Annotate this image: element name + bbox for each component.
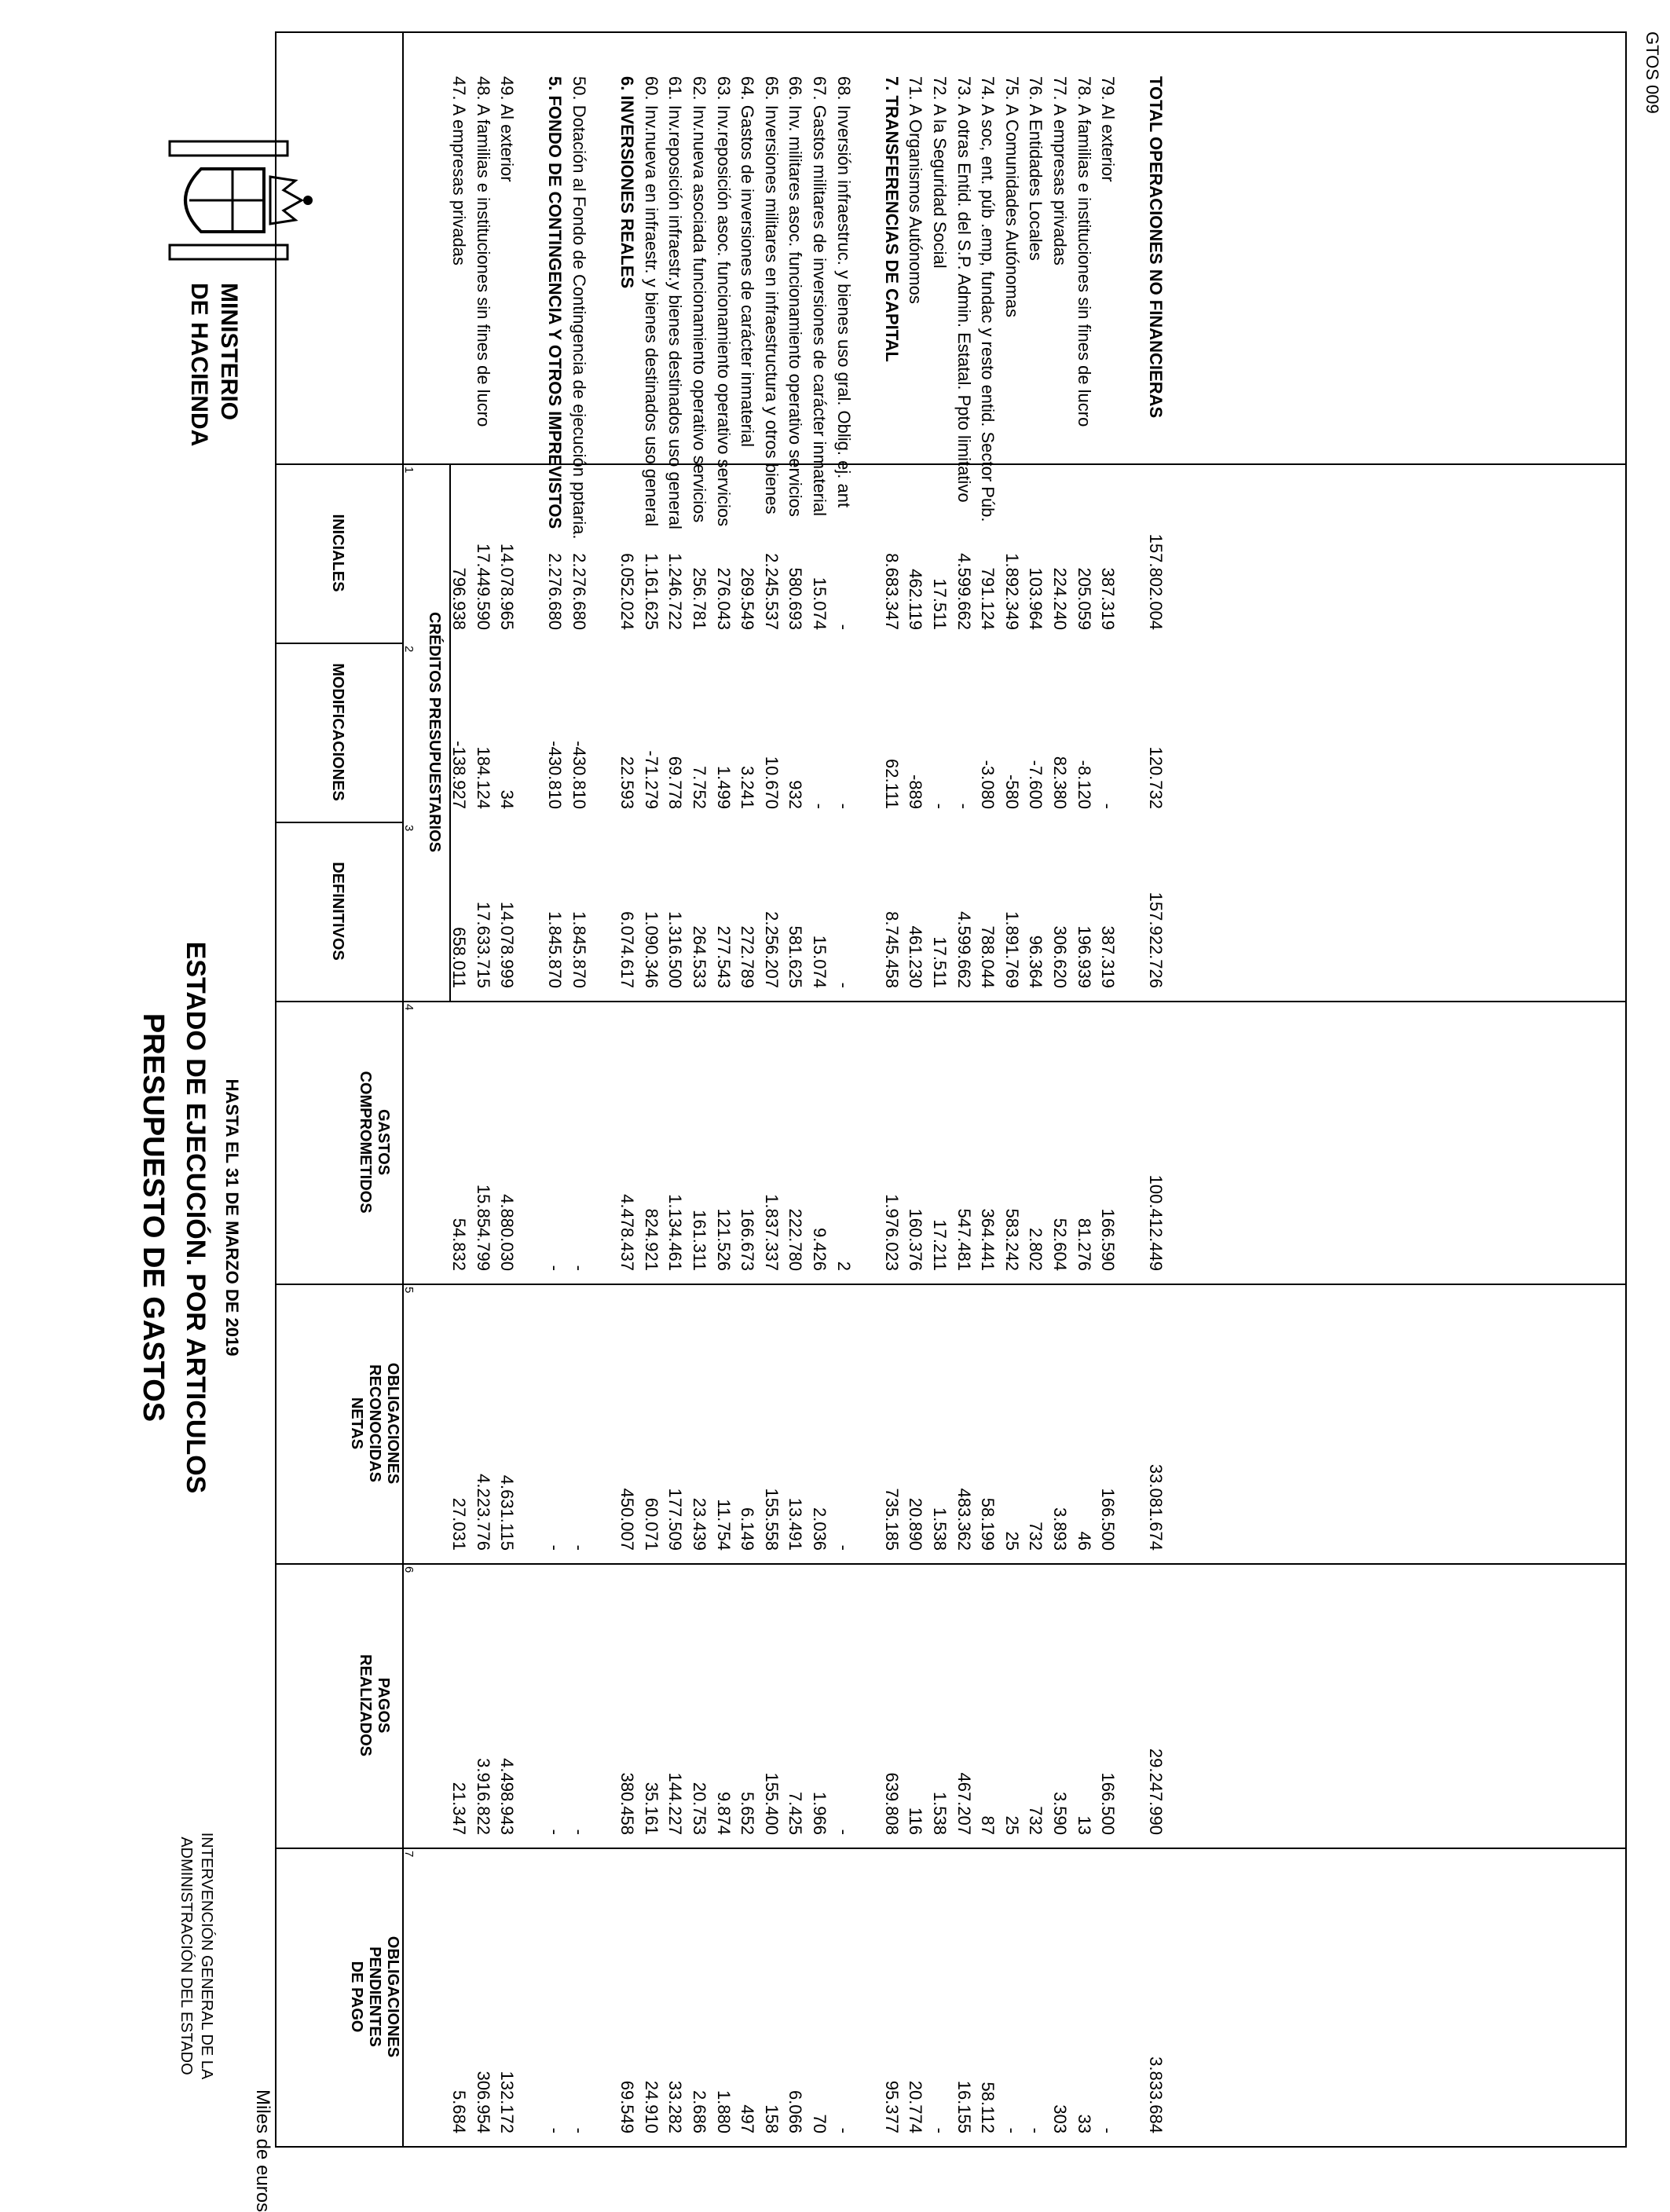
table-row (1072, 33, 1096, 2146)
value-cell: -580 (1002, 774, 1022, 809)
row-label: 63. Inv.reposición asoc. funcionamiento operativo servicios (713, 76, 734, 527)
value-cell: 120.732 (1146, 746, 1166, 809)
value-cell: 7.425 (786, 1791, 806, 1835)
value-cell: 735.185 (881, 1488, 902, 1551)
row-label: 48. A familias e instituciones sin fines de lucro (473, 76, 493, 427)
value-cell: 2.256.207 (761, 911, 782, 988)
table-row (976, 33, 999, 2146)
value-cell: - (1002, 2127, 1022, 2133)
value-cell: 54.832 (449, 1218, 469, 1271)
value-cell: 24.910 (641, 2080, 661, 2133)
value-cell: 276.043 (713, 567, 734, 630)
value-cell: 796.938 (449, 567, 469, 630)
value-cell: 21.347 (449, 1782, 469, 1835)
ministry-line-2: DE HACIENDA (186, 283, 212, 447)
table-row (1120, 33, 1144, 2146)
obligaciones-line-1: OBLIGACIONES (384, 1362, 401, 1485)
pagos-line-2: REALIZADOS (357, 1654, 374, 1756)
value-cell: 35.161 (641, 1782, 661, 1835)
table-row (903, 33, 927, 2146)
table-row (519, 33, 543, 2146)
value-cell: 732 (1026, 1522, 1046, 1551)
value-cell: - (569, 1829, 589, 1835)
row-label: TOTAL OPERACIONES NO FINANCIERAS (1146, 76, 1166, 419)
value-cell: 4.223.776 (473, 1474, 493, 1551)
column-number: 4 (402, 1004, 416, 1011)
creditos-group-header: CRÉDITOS PRESUPUESTARIOS (426, 612, 443, 852)
value-cell: 60.071 (641, 1497, 661, 1551)
table-row (687, 33, 711, 2146)
value-cell: 1.880 (713, 2089, 734, 2133)
row-label: 68. Inversión infraestruc. y bienes uso gral. Oblig. ej. ant (833, 76, 854, 508)
value-cell: - (545, 1265, 566, 1271)
value-cell: 387.319 (1098, 925, 1119, 988)
value-cell: 33.081.674 (1146, 1463, 1166, 1551)
column-number: 3 (402, 825, 416, 832)
table-row (567, 33, 591, 2146)
value-cell: 380.458 (617, 1772, 638, 1835)
iniciales-header: INICIALES (329, 514, 346, 592)
comprometidos-header (356, 1001, 392, 1284)
value-cell: 155.558 (761, 1488, 782, 1551)
value-cell: 16.155 (954, 2080, 974, 2133)
value-cell: 81.276 (1074, 1218, 1094, 1271)
value-cell: 1.837.337 (761, 1194, 782, 1271)
value-cell: 467.207 (954, 1772, 974, 1835)
value-cell: 70 (810, 2114, 830, 2133)
value-cell: - (1026, 2127, 1046, 2133)
value-cell: 483.362 (954, 1488, 974, 1551)
value-cell: 95.377 (881, 2080, 902, 2133)
value-cell: - (569, 2127, 589, 2133)
row-label: 60. Inv.nueva en infraestr. y bienes destinados uso general (641, 76, 661, 527)
table-row (591, 33, 615, 2146)
value-cell: 1.845.870 (569, 911, 589, 988)
value-cell: 27.031 (449, 1497, 469, 1551)
pendientes-header (347, 1848, 401, 2146)
obligaciones-line-2: RECONOCIDAS (366, 1364, 383, 1482)
value-cell: 184.124 (473, 746, 493, 809)
value-cell: 1.316.500 (665, 911, 686, 988)
intervencion-line-2: ADMINISTRACIÓN DEL ESTADO (178, 1837, 195, 2075)
value-cell: 277.543 (713, 925, 734, 988)
value-cell: 160.376 (906, 1208, 926, 1271)
value-cell: 387.319 (1098, 567, 1119, 630)
value-cell: 6.066 (786, 2089, 806, 2133)
row-label: 72. A la Seguridad Social (930, 76, 950, 269)
value-cell: 177.509 (665, 1488, 686, 1551)
value-cell: 25 (1002, 1531, 1022, 1551)
value-cell: 3.241 (738, 765, 758, 809)
value-cell: 20.890 (906, 1497, 926, 1551)
value-cell: 25 (1002, 1815, 1022, 1835)
value-cell: - (833, 624, 854, 630)
value-cell: 17.511 (930, 936, 950, 988)
row-label: 79. Al exterior (1098, 76, 1119, 182)
ministry-line-1: MINISTERIO (216, 283, 242, 421)
table-row (808, 33, 831, 2146)
value-cell: 1.845.870 (545, 911, 566, 988)
value-cell: 4.599.662 (954, 553, 974, 630)
value-cell: 205.059 (1074, 567, 1094, 630)
value-cell: 11.754 (713, 1499, 734, 1551)
table-row (615, 33, 639, 2146)
value-cell: 581.625 (786, 925, 806, 988)
value-cell: 9.426 (810, 1227, 830, 1271)
value-cell: 14.078.999 (497, 901, 518, 988)
budget-table (275, 31, 1627, 2148)
value-cell: 791.124 (978, 567, 998, 630)
row-label: 65. Inversiones militares en infraestructura y otros bienes (761, 76, 782, 515)
column-number: 1 (402, 467, 416, 474)
value-cell: 121.526 (713, 1208, 734, 1271)
value-cell: - (1098, 2127, 1119, 2133)
value-cell: 58.199 (978, 1497, 998, 1551)
table-row (760, 33, 783, 2146)
value-cell: 461.230 (906, 925, 926, 988)
value-cell: 583.242 (1002, 1208, 1022, 1271)
table-row (928, 33, 951, 2146)
comprometidos-line-1: GASTOS (375, 1108, 392, 1176)
value-cell: - (930, 803, 950, 809)
table-row (783, 33, 807, 2146)
value-cell: 222.780 (786, 1208, 806, 1271)
value-cell: 462.119 (906, 569, 926, 630)
report-subtitle: ESTADO DE EJECUCIÓN. POR ARTICULOS (181, 941, 211, 1494)
row-label: 64. Gastos de inversiones de carácter inmaterial (738, 76, 758, 448)
value-cell: 82.380 (1050, 756, 1070, 809)
obligaciones-line-3: NETAS (348, 1397, 365, 1450)
value-cell: 3.590 (1050, 1791, 1070, 1835)
value-cell: 658.011 (449, 927, 469, 988)
value-cell: 1.976.023 (881, 1194, 902, 1271)
value-cell: 2.802 (1026, 1227, 1046, 1271)
row-label: 77. A empresas privadas (1050, 76, 1070, 266)
table-row (880, 33, 903, 2146)
value-cell: 157.802.004 (1146, 533, 1166, 630)
row-label: 78. A familias e instituciones sin fines de lucro (1074, 76, 1094, 427)
value-cell: - (833, 1829, 854, 1835)
value-cell: 4.498.943 (497, 1758, 518, 1835)
value-cell: -430.810 (569, 741, 589, 809)
definitivos-header: DEFINITIVOS (329, 862, 346, 961)
table-row (1000, 33, 1024, 2146)
value-cell: 58.112 (978, 2082, 998, 2133)
table-row (855, 33, 879, 2146)
table-row (495, 33, 518, 2146)
value-cell: 62.111 (881, 758, 902, 809)
value-cell: 13.491 (786, 1497, 806, 1551)
value-cell: - (569, 1265, 589, 1271)
value-cell: 6.074.617 (617, 911, 638, 988)
value-cell: 144.227 (665, 1772, 686, 1835)
value-cell: 1.966 (810, 1791, 830, 1835)
value-cell: 256.781 (690, 567, 709, 630)
pendientes-line-1: OBLIGACIONES (384, 1936, 401, 2058)
value-cell: 1.090.346 (641, 911, 661, 988)
value-cell: 166.590 (1098, 1208, 1119, 1271)
value-cell: 732 (1026, 1806, 1046, 1835)
column-number: 6 (402, 1566, 416, 1573)
value-cell: 1.538 (930, 1791, 950, 1835)
units-label: Miles de euros (252, 2089, 273, 2212)
value-cell: 69.549 (617, 2080, 638, 2133)
row-label: 74. A soc, ent. púb .emp, fundac y resto entid. Sector Púb. (978, 76, 998, 522)
pendientes-line-2: PENDIENTES (366, 1946, 383, 2047)
value-cell: 155.400 (761, 1772, 782, 1835)
value-cell: 1.246.722 (665, 553, 686, 630)
table-row (952, 33, 976, 2146)
value-cell: 306.954 (473, 2071, 493, 2133)
value-cell: - (545, 1544, 566, 1551)
value-cell: 269.549 (738, 567, 758, 630)
value-cell: 33.282 (665, 2080, 686, 2133)
value-cell: - (569, 1544, 589, 1551)
value-cell: 824.921 (641, 1208, 661, 1271)
row-label: 75. A Comunidades Autónomas (1002, 76, 1022, 317)
value-cell: 166.500 (1098, 1488, 1119, 1551)
report-title: PRESUPUESTO DE GASTOS (137, 1013, 170, 1423)
row-label: 6. INVERSIONES REALES (617, 76, 638, 289)
row-label: 71. A Organismos Autónomos (906, 76, 926, 304)
value-cell: 1.161.625 (641, 553, 661, 630)
value-cell: 87 (978, 1815, 998, 1835)
row-label: 66. Inv. militares asoc. funcionamiento operativo servicios (786, 76, 806, 517)
value-cell: 4.880.030 (497, 1194, 518, 1271)
value-cell: 3.893 (1050, 1507, 1070, 1551)
value-cell: 103.964 (1026, 567, 1046, 630)
value-cell: 15.074 (810, 577, 830, 630)
table-row (1144, 33, 1167, 2146)
intervencion-line-1: INTERVENCIÓN GENERAL DE LA (198, 1832, 215, 2080)
value-cell: -3.080 (978, 760, 998, 809)
value-cell: 1.499 (713, 765, 734, 809)
value-cell: 196.939 (1074, 925, 1094, 988)
value-cell: 29.247.990 (1146, 1748, 1166, 1835)
value-cell: 4.478.437 (617, 1194, 638, 1271)
table-row (712, 33, 735, 2146)
value-cell: 20.774 (906, 2080, 926, 2133)
pagos-line-1: PAGOS (375, 1677, 392, 1734)
value-cell: 17.633.715 (473, 901, 493, 988)
table-row (1024, 33, 1047, 2146)
value-cell: - (833, 982, 854, 988)
value-cell: 14.078.965 (497, 543, 518, 630)
value-cell: 224.240 (1050, 567, 1070, 630)
value-cell: 23.439 (690, 1497, 709, 1551)
intervencion-general (176, 1807, 217, 2105)
value-cell: 161.311 (690, 1210, 709, 1271)
obligaciones-header (347, 1284, 401, 1563)
column-number: 7 (402, 1851, 416, 1858)
value-cell: 6.052.024 (617, 553, 638, 630)
row-label: 67. Gastos militares de inversiones de carácter inmaterial (810, 76, 830, 517)
value-cell: 17.449.590 (473, 543, 493, 630)
value-cell: 2.276.680 (545, 553, 566, 630)
value-cell: 15.854.799 (473, 1184, 493, 1271)
row-label: 47. A empresas privadas (449, 76, 469, 266)
value-cell: -7.600 (1026, 760, 1046, 809)
value-cell: 100.412.449 (1146, 1174, 1166, 1271)
value-cell: 8.683.347 (881, 553, 902, 630)
value-cell: 157.922.726 (1146, 892, 1166, 988)
value-cell: 96.364 (1026, 935, 1046, 988)
value-cell: - (954, 803, 974, 809)
row-label: 50. Dotación al Fondo de Contingencia de ejecución pptaria. (569, 76, 589, 540)
value-cell: -71.279 (641, 750, 661, 809)
value-cell: 10.670 (761, 756, 782, 809)
value-cell: 166.500 (1098, 1772, 1119, 1835)
value-cell: - (545, 1829, 566, 1835)
value-cell: 306.620 (1050, 925, 1070, 988)
column-number: 2 (402, 646, 416, 653)
value-cell: 34 (497, 789, 518, 809)
value-cell: 69.778 (665, 756, 686, 809)
table-row (663, 33, 687, 2146)
value-cell: 3.833.684 (1146, 2056, 1166, 2133)
modificaciones-header: MODIFICACIONES (329, 663, 346, 801)
value-cell: 1.892.349 (1002, 553, 1022, 630)
value-cell: - (810, 803, 830, 809)
row-label: 7. TRANSFERENCIAS DE CAPITAL (881, 76, 902, 362)
value-cell: 17.511 (930, 578, 950, 630)
row-label: 73. A otras Entid. del S.P. Admin. Estatal. Ppto limitativo (954, 76, 974, 503)
value-cell: 497 (738, 2104, 758, 2133)
value-cell: 2 (833, 1261, 854, 1271)
row-label: 76. A Entidades Locales (1026, 76, 1046, 261)
value-cell: - (545, 2127, 566, 2133)
value-cell: 6.149 (738, 1507, 758, 1551)
form-code: GTOS 009 (1643, 31, 1662, 114)
value-cell: 2.686 (690, 2089, 709, 2133)
value-cell: - (833, 803, 854, 809)
value-cell: 580.693 (786, 567, 806, 630)
row-label: 5. FONDO DE CONTINGENCIA Y OTROS IMPREVISTOS (545, 76, 566, 529)
value-cell: - (930, 2127, 950, 2133)
value-cell: 7.752 (690, 765, 709, 809)
table-row (447, 33, 471, 2146)
table-row (543, 33, 566, 2146)
comprometidos-line-2: COMPROMETIDOS (357, 1071, 374, 1214)
value-cell: 788.044 (978, 925, 998, 988)
ministry-name (184, 283, 244, 446)
value-cell: 46 (1074, 1531, 1094, 1551)
value-cell: 15.074 (810, 935, 830, 988)
column-number: 5 (402, 1287, 416, 1294)
row-label: 62. Inv.nueva asociada funcionamiento operativo servicios (690, 76, 709, 523)
value-cell: 1.538 (930, 1507, 950, 1551)
value-cell: 5.652 (738, 1791, 758, 1835)
value-cell: -138.927 (449, 741, 469, 809)
value-cell: 364.441 (978, 1208, 998, 1271)
value-cell: 17.211 (930, 1219, 950, 1271)
value-cell: 166.673 (738, 1208, 758, 1271)
value-cell: 2.276.680 (569, 553, 589, 630)
value-cell: 4.599.662 (954, 911, 974, 988)
value-cell: -430.810 (545, 741, 566, 809)
value-cell: 13 (1074, 1815, 1094, 1835)
value-cell: 8.745.458 (881, 911, 902, 988)
table-row (639, 33, 663, 2146)
pagos-header (356, 1563, 392, 1848)
table-row (471, 33, 495, 2146)
value-cell: 2.036 (810, 1507, 830, 1551)
table-row (735, 33, 759, 2146)
value-cell: - (1098, 803, 1119, 809)
value-cell: 3.916.822 (473, 1758, 493, 1835)
value-cell: 20.753 (690, 1782, 709, 1835)
value-cell: 1.891.769 (1002, 911, 1022, 988)
value-cell: - (833, 2127, 854, 2133)
value-cell: 2.245.537 (761, 553, 782, 630)
value-cell: 547.481 (954, 1208, 974, 1271)
table-row (832, 33, 855, 2146)
value-cell: 5.684 (449, 2089, 469, 2133)
row-label: 61. Inv.reposición infraestr.y bienes destinados uso general (665, 76, 686, 529)
value-cell: 158 (761, 2104, 782, 2133)
value-cell: 33 (1074, 2114, 1094, 2133)
value-cell: 22.593 (617, 756, 638, 809)
value-cell: 52.604 (1050, 1218, 1070, 1271)
value-cell: - (833, 1544, 854, 1551)
table-row (1096, 33, 1119, 2146)
table-row (1048, 33, 1071, 2146)
value-cell: -8.120 (1074, 760, 1094, 809)
row-label: 49. Al exterior (497, 76, 518, 182)
value-cell: 450.007 (617, 1488, 638, 1551)
pendientes-line-3: DE PAGO (348, 1961, 365, 2033)
value-cell: 303 (1050, 2104, 1070, 2133)
value-cell: 4.631.115 (497, 1474, 518, 1551)
value-cell: 264.533 (690, 925, 709, 988)
value-cell: 116 (906, 1807, 926, 1835)
value-cell: 639.808 (881, 1772, 902, 1835)
value-cell: 9.874 (713, 1791, 734, 1835)
value-cell: 272.789 (738, 925, 758, 988)
value-cell: 1.134.461 (665, 1194, 686, 1271)
value-cell: 132.172 (497, 2071, 518, 2133)
report-date: HASTA EL 31 DE MARZO DE 2019 (222, 1079, 242, 1357)
value-cell: -889 (906, 774, 926, 809)
value-cell: 932 (786, 780, 806, 809)
